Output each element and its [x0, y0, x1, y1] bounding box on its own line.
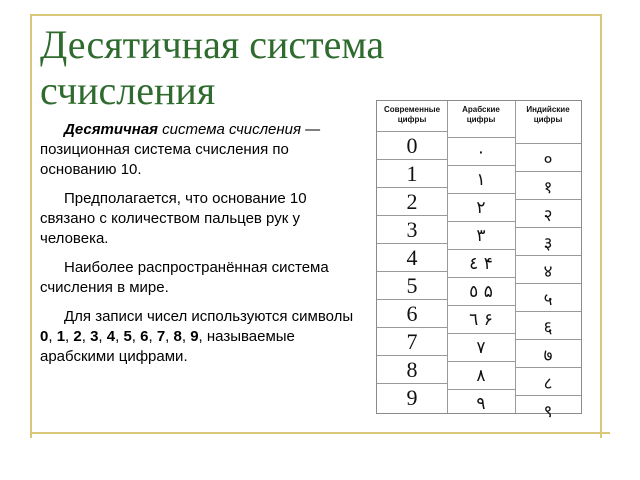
table-row-divider [515, 395, 581, 396]
text-run: 8 [173, 328, 182, 345]
text-run: , [48, 328, 57, 345]
table-row-divider [377, 215, 447, 216]
digit-cell-arabic: ٠ [476, 142, 486, 162]
digit-cell-arabic: ٧ [476, 338, 486, 358]
table-row-divider [377, 187, 447, 188]
text-run: , [115, 328, 124, 345]
table-row-divider [377, 355, 447, 356]
frame-right-line [600, 14, 602, 438]
digit-cell-arabic: ٨ [476, 366, 486, 386]
table-header: Современные цифры [383, 105, 441, 124]
table-row-divider [447, 305, 515, 306]
digit-cell-modern: 9 [406, 385, 418, 410]
digit-cell-indian: ५ [543, 289, 553, 310]
slide-body [40, 120, 358, 376]
table-row-divider [447, 389, 515, 390]
table-row-divider [515, 227, 581, 228]
digits-table [376, 100, 582, 422]
table-row-divider [515, 199, 581, 200]
table-row-divider [377, 327, 447, 328]
text-run: Наиболее распространённая система счисления в мире. [40, 259, 329, 296]
text-run: 0 [40, 328, 49, 345]
table-row-divider [447, 165, 515, 166]
text-run: 7 [156, 328, 166, 345]
frame-left-line [30, 14, 32, 438]
digit-cell-modern: 2 [406, 189, 418, 214]
table-header: Индийские цифры [526, 105, 570, 124]
table-row-divider [447, 333, 515, 334]
body-paragraph [40, 120, 358, 180]
table-row-divider [447, 193, 515, 194]
text-run: Десятичная [64, 121, 159, 138]
frame-top-line [30, 14, 602, 16]
text-run: , [65, 328, 74, 345]
digit-cell-modern: 1 [406, 161, 418, 186]
digit-cell-indian: २ [543, 205, 553, 226]
text-run: , [181, 328, 191, 345]
text-run: 3 [90, 328, 99, 345]
digit-cell-arabic: ٤ ۴ [469, 254, 493, 274]
body-paragraph [40, 307, 358, 367]
digit-cell-modern: 6 [406, 301, 418, 326]
digit-cell-indian: ३ [543, 233, 553, 254]
slide-title: Десятичная система счисления [40, 22, 385, 113]
text-run: , [81, 328, 91, 345]
digit-cell-modern: 5 [406, 273, 418, 298]
body-paragraph [40, 258, 358, 298]
digit-cell-indian: ६ [543, 317, 553, 338]
table-row-divider [515, 143, 581, 144]
digit-cell-arabic: ٩ [476, 394, 486, 414]
digit-cell-indian: १ [543, 177, 553, 198]
table-row-divider [447, 221, 515, 222]
table-row-divider [515, 171, 581, 172]
text-run: , [131, 328, 141, 345]
table-row-divider [515, 339, 581, 340]
text-run: 2 [73, 328, 82, 345]
frame-bottom-line [30, 432, 610, 434]
digit-cell-arabic: ٢ [476, 198, 486, 218]
digit-cell-indian: ४ [543, 261, 553, 282]
table-row-divider [447, 361, 515, 362]
digit-cell-modern: 3 [406, 217, 418, 242]
text-run: 9 [190, 328, 199, 345]
table-header: Арабские цифры [462, 105, 500, 124]
text-run: 1 [56, 328, 66, 345]
digit-cell-indian: ९ [543, 401, 553, 422]
text-run: , [98, 328, 107, 345]
digit-cell-indian: ८ [543, 373, 553, 394]
text-run: Предполагается, что основание 10 связано с количеством пальцев рук у человека. [40, 190, 307, 247]
table-row-divider [377, 299, 447, 300]
digit-cell-modern: 4 [406, 245, 418, 270]
digit-cell-modern: 8 [406, 357, 418, 382]
table-row-divider [447, 277, 515, 278]
digit-cell-arabic: ٥ ۵ [469, 282, 493, 302]
digit-cell-modern: 0 [406, 133, 418, 158]
text-run: 5 [123, 328, 132, 345]
table-row-divider [377, 159, 447, 160]
table-row-divider [515, 255, 581, 256]
body-paragraph [40, 189, 358, 249]
text-run: , [148, 328, 157, 345]
text-run: система счисления [158, 121, 302, 138]
table-row-divider [515, 367, 581, 368]
digit-cell-arabic: ١ [476, 170, 486, 190]
digit-cell-indian: ० [543, 149, 553, 170]
table-row-divider [377, 243, 447, 244]
table-row-divider [447, 137, 515, 138]
text-run: 4 [106, 328, 116, 345]
digit-cell-modern: 7 [406, 329, 418, 354]
text-run: , [165, 328, 174, 345]
digit-cell-indian: ७ [543, 345, 553, 366]
table-row-divider [377, 271, 447, 272]
text-run: 6 [140, 328, 149, 345]
table-row-divider [447, 249, 515, 250]
table-row-divider [515, 311, 581, 312]
text-run: — позиционная система счисления по основанию 10. [40, 121, 321, 178]
table-row-divider [377, 131, 447, 132]
digit-cell-arabic: ٦ ۶ [469, 310, 493, 330]
table-row-divider [377, 383, 447, 384]
digit-cell-arabic: ٣ [476, 226, 486, 246]
text-run: Для записи чисел используются символы [64, 308, 354, 325]
text-run: , называемые арабскими цифрами. [40, 328, 295, 365]
table-row-divider [515, 283, 581, 284]
